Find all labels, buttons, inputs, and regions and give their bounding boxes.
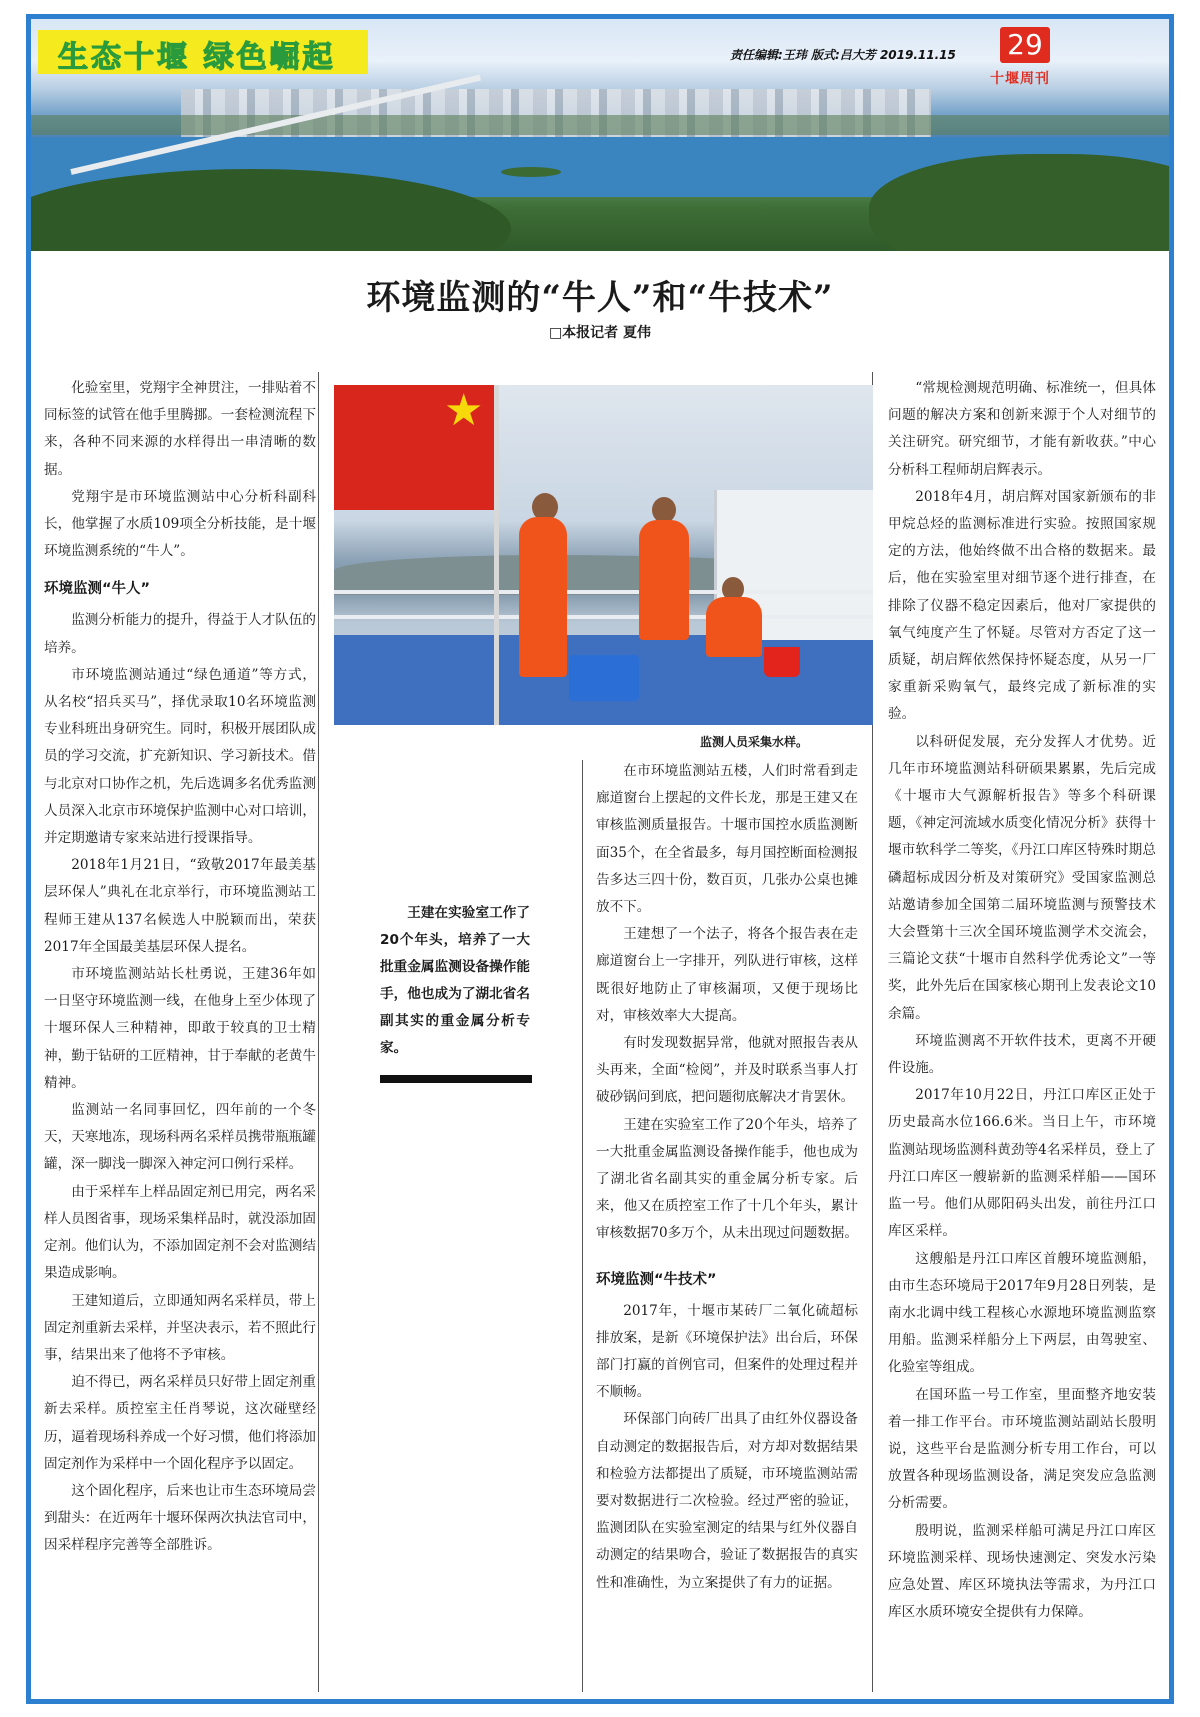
column-rule [318, 372, 319, 1692]
paragraph: 环境监测离不开软件技术，更离不开硬件设施。 [888, 1032, 1156, 1077]
star-icon: ★ [444, 385, 484, 436]
paragraph: 市环境监测站通过“绿色通道”等方式，从名校“招兵买马”，择优录取10名环境监测专业科班出身研究生。同时，积极开展团队成员的学习交流，扩充新知识、学习新技术。借与北京对口协作之机，先后选调多名优秀监测人员深入北京市环境保护监测中心对口培训，并定期邀请专家来站进行授课指导。 [44, 666, 316, 847]
paragraph: 由于采样车上样品固定剂已用完，两名采样人员图省事，现场采集样品时，就没添加固定剂。他们认为，不添加固定剂不会对监测结果造成影响。 [44, 1183, 316, 1282]
paragraph: 2017年10月22日，丹江口库区正处于历史最高水位166.6米。当日上午，市环境监测站现场监测科黄劲等4名采样员，登上了丹江口库区一艘崭新的监测采样船——国环监一号。他们从郧阳码头出发，前往丹江口库区采样。 [888, 1087, 1156, 1240]
flag-pole [494, 385, 499, 725]
flag [334, 385, 499, 510]
paragraph: 监测分析能力的提升，得益于人才队伍的培养。 [44, 612, 316, 656]
cooler-box [569, 655, 639, 701]
byline: □本报记者 夏伟 [548, 325, 652, 341]
paragraph: 王建在实验室工作了20个年头，培养了一大批重金属监测设备操作能手，他也成为了湖北省名副其实的重金属分析专家。后来，他又在质控室工作了十几个年头，累计审核数据70多万个，从未出现过问题数据。 [596, 1116, 858, 1242]
paragraph: 2018年4月，胡启辉对国家新颁布的非甲烷总烃的监测标准进行实验。按照国家规定的方法，他始终做不出合格的数据来。最后，他在实验室里对细节逐个进行排查，在排除了仪器不稳定因素后，他对厂家提供的氧气纯度产生了怀疑。尽管对方否定了这一质疑，胡启辉依然保持怀疑态度，从另一厂家重新采购氧气，最终完成了新标准的实验。 [888, 488, 1156, 723]
section-title: 生态十堰 绿色崛起 [58, 40, 336, 75]
paragraph: 以科研促发展，充分发挥人才优势。近几年市环境监测站科研硕果累累，先后完成《十堰市大气源解析报告》等多个科研课题，《神定河流域水质变化情况分析》获得十堰市软科学二等奖，《丹江口库区特殊时期总磷超标成因分析及对策研究》受国家监测总站邀请参加全国第二届环境监测与预警技术大会暨第十三次全国环境监测学术交流会，三篇论文获“十堰市自然科学优秀论文”一等奖，此外先后在国家核心期刊上发表论文10余篇。 [888, 733, 1156, 1022]
person-orange-suit [706, 597, 762, 657]
paragraph: 这个固化程序，后来也让市生态环境局尝到甜头：在近两年十堰环保两次执法官司中，因采样程序完善等全部胜诉。 [44, 1482, 316, 1554]
hills [31, 115, 1169, 135]
paragraph: 监测站一名同事回忆，四年前的一个冬天，天寒地冻，现场科两名采样员携带瓶瓶罐罐，深一脚浅一脚深入神定河口例行采样。 [44, 1102, 316, 1173]
page-number: 29 [1000, 27, 1050, 63]
pull-quote-text: 王建在实验室工作了20个年头，培养了一大批重金属监测设备操作能手，他也成为了湖北省名副其实的重金属分析专家。 [380, 905, 530, 1056]
subheading: 环境监测“牛技术” [596, 1271, 717, 1288]
column-1 [44, 375, 316, 1560]
pull-quote [380, 900, 530, 1062]
pull-quote-bar [380, 1075, 532, 1083]
column-3 [888, 375, 1156, 1626]
person-orange-suit [639, 520, 689, 640]
editor-line: 责任编辑:王玮 版式:吕大芳 2019.11.15 [730, 48, 956, 62]
paper-name: 十堰周刊 [990, 71, 1050, 87]
paragraph: 环保部门向砖厂出具了由红外仪器设备自动测定的数据报告后，对方却对数据结果和检验方法都提出了质疑，市环境监测站需要对数据进行二次检验。经过严密的验证，监测团队在实验室测定的结果与红外仪器自动测定的结果吻合，验证了数据报告的真实性和准确性，为立案提供了有力的证据。 [596, 1411, 858, 1591]
paragraph: 这艘船是丹江口库区首艘环境监测船，由市生态环境局于2017年9月28日列装，是南水北调中线工程核心水源地环境监测监察用船。监测采样船分上下两层，由驾驶室、化验室等组成。 [888, 1250, 1156, 1376]
photo-caption: 监测人员采集水样。 [700, 735, 809, 749]
paragraph: 王建想了一个法子，将各个报告表在走廊道窗台上一字排开，列队进行审核，这样既很好地防止了审核漏项，又便于现场比对，审核效率大大提高。 [596, 926, 858, 1024]
paragraph: “常规检测规范明确、标准统一，但具体问题的解决方案和创新来源于个人对细节的关注研究。研究细节，才能有新收获。”中心分析科工程师胡启辉表示。 [888, 380, 1156, 478]
paragraph: 化验室里，党翔宇全神贯注，一排贴着不同标签的试管在他手里腾挪。一套检测流程下来，各种不同来源的水样得出一串清晰的数据。 [44, 380, 316, 478]
subheading: 环境监测“牛人” [44, 581, 151, 598]
paragraph: 在市环境监测站五楼，人们时常看到走廊道窗台上摆起的文件长龙，那是王建又在审核监测质量报告。十堰市国控水质监测断面35个，在全省最多，每月国控断面检测报告多达三四十份，数百页，几张办公桌也摊放不下。 [596, 763, 858, 916]
island [501, 167, 561, 177]
paragraph: 殷明说，监测采样船可满足丹江口库区环境监测采样、现场快速测定、突发水污染应急处置、库区环境执法等需求，为丹江口库区水质环境安全提供有力保障。 [888, 1522, 1156, 1621]
section-title-box [38, 30, 368, 74]
column-2 [596, 758, 858, 1597]
paragraph: 2017年，十堰市某砖厂二氧化硫超标排放案，是新《环境保护法》出台后，环保部门打赢的首例官司，但案件的处理过程并不顺畅。 [596, 1302, 858, 1401]
paragraph: 迫不得已，两名采样员只好带上固定剂重新去采样。质控室主任肖琴说，这次碰壁经历，逼着现场科养成一个好习惯，他们将添加固定剂作为采样中一个固化程序予以固定。 [44, 1374, 316, 1472]
person-orange-suit [519, 517, 567, 677]
paragraph: 党翔宇是市环境监测站中心分析科副科长，他掌握了水质109项全分析技能，是十堰环境监测系统的“牛人”。 [44, 488, 316, 560]
paragraph: 在国环监一号工作室，里面整齐地安装着一排工作平台。市环境监测站副站长殷明说，这些平台是监测分析专用工作台，可以放置各种现场监测设备，满足突发应急监测分析需要。 [888, 1386, 1156, 1512]
paragraph: 2018年1月21日，“致敬2017年最美基层环保人”典礼在北京举行，市环境监测站工程师王建从137名候选人中脱颖而出，荣获2017年全国最美基层环保人提名。 [44, 857, 316, 955]
boat-rail [334, 590, 873, 594]
column-rule [582, 760, 583, 1692]
paragraph: 王建知道后，立即通知两名采样员，带上固定剂重新去采样，并坚决表示，若不照此行事，结果出来了他将不予审核。 [44, 1292, 316, 1363]
article-photo [334, 385, 873, 725]
paragraph: 市环境监测站站长杜勇说，王建36年如一日坚守环境监测一线，在他身上至少体现了十堰环保人三种精神，即敢于较真的卫士精神，勤于钻研的工匠精神，甘于奉献的老黄牛精神。 [44, 966, 316, 1091]
headline: 环境监测的“牛人”和“牛技术” [366, 278, 834, 318]
paragraph: 有时发现数据异常，他就对照报告表从头再来，全面“检阅”，并及时联系当事人打破砂锅问到底，把问题彻底解决才肯罢休。 [596, 1035, 858, 1106]
boat-rail [334, 615, 873, 619]
red-bucket [764, 647, 800, 677]
